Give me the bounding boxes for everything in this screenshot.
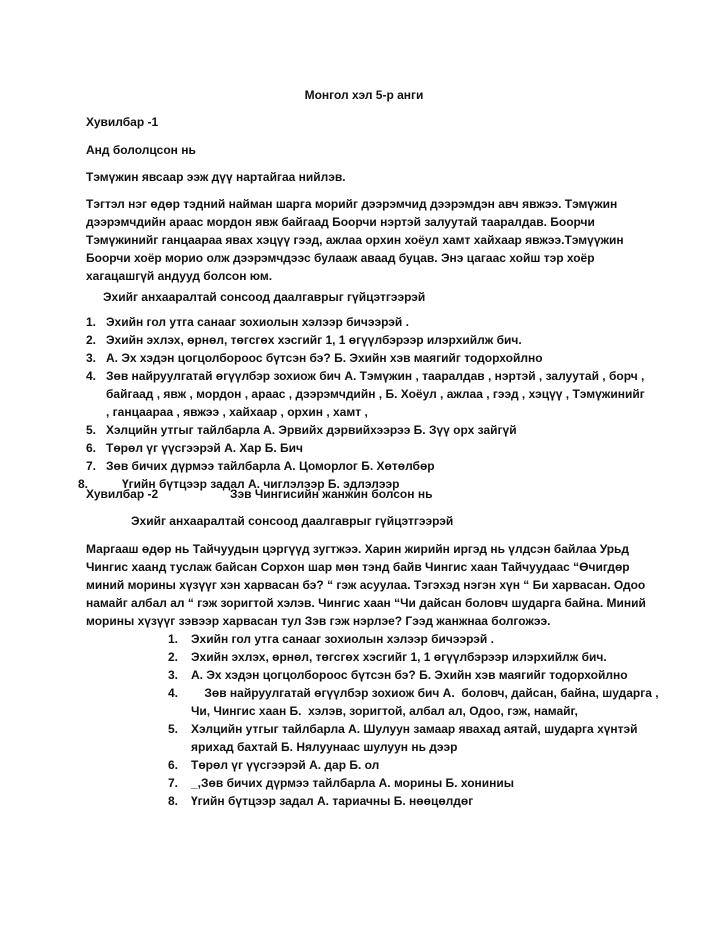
item-text: Эхийн гол утга санааг зохиолын хэлээр бичээрэй . (106, 315, 409, 329)
item-text: Эхийн эхлэх, өрнөл, төгсгөх хэсгийг 1, 1 өгүүлбэрээр илэрхийлж бич. (106, 333, 522, 347)
list-item (168, 630, 668, 648)
item-text: А. Эх хэдэн цогцолбороос бүтсэн бэ? Б. Эхийн хэв маягийг тодорхойлно (191, 668, 628, 682)
item-number: 8. (78, 477, 89, 491)
variant2-instruction: Эхийг анхааралтай сонсоод даалгаврыг гүйцэтгээрэй (131, 514, 454, 528)
variant1-task-list (78, 313, 646, 493)
variant2-heading: Хувилбар -2 (86, 487, 159, 501)
list-item (168, 666, 668, 684)
item-number: 6. (86, 441, 97, 455)
document-title: Монгол хэл 5-р анги (304, 88, 424, 102)
item-text: Хэлцийн утгыг тайлбарла А. Шулуун замаар явахад аятай, шударга хүнтэй ярихад бахтай Б. Нялуунаас шулуун нь дээр (191, 722, 638, 754)
list-item (86, 349, 646, 367)
list-item (86, 439, 646, 457)
variant2-text: Маргааш өдөр нь Тайчуудын цэргүүд зугтжээ. Харин жирийн иргэд нь үлдсэн байлаа Урьд Чингис хаанд туслаж байсан Сорхон шар мөн тэнд байв Чингис хаан Тайчуудаас “Өчигдөр миний морины хүзүүг хэн харвасан бэ? “ гэж асуулаа. Тэгэхэд нэгэн хүн “ Би харвасан. Одоо намайг албал ал “ гэж зоригтой хэлэв. Чингис хаан “Чи дайсан боловч шударга байна. Миний морины хүзүүг зэвээр харвасан тул Зэв гэж нэрлэе? Гээд жанжнаа болгожээ. (86, 542, 646, 628)
variant1-lead: Тэмүжин явсаар ээж дүү нартайгаа нийлэв. (86, 170, 346, 184)
item-text: Төрөл үг үүсгээрэй А. Хар Б. Бич (106, 441, 304, 455)
item-text: Хэлцийн утгыг тайлбарла А. Эрвийх дэрвийхээрээ Б. Зүү орх зайгүй (106, 423, 517, 437)
item-number: 4. (86, 369, 97, 383)
item-number: 5. (86, 423, 97, 437)
item-text: Эхийн эхлэх, өрнөл, төгсгөх хэсгийг 1, 1 өгүүлбэрээр илэрхийлж бич. (191, 650, 607, 664)
list-item (86, 331, 646, 349)
item-number: 3. (86, 351, 97, 365)
list-item (168, 684, 668, 720)
variant2-task-list (168, 630, 668, 810)
item-number: 8. (168, 794, 179, 808)
variant1-subheading: Анд бололцсон нь (86, 143, 196, 157)
item-text: А. Эх хэдэн цогцолбороос бүтсэн бэ? Б. Эхийн хэв маягийг тодорхойлно (106, 351, 543, 365)
list-item (168, 648, 668, 666)
item-number: 5. (168, 722, 179, 736)
item-text: Үгийн бүтцээр задал А. чиглэлээр Б. эдлэлээр (122, 477, 400, 491)
list-item (86, 457, 646, 475)
list-item (168, 774, 668, 792)
variant1-instruction: Эхийг анхааралтай сонсоод даалгаврыг гүйцэтгээрэй (103, 290, 426, 304)
item-text: Төрөл үг үүсгээрэй А. дар Б. ол (191, 758, 380, 772)
variant1-heading: Хувилбар -1 (86, 115, 159, 129)
item-number: 6. (168, 758, 179, 772)
item-text: Зөв бичих дүрмээ тайлбарла А. Цоморлог Б. Хөтөлбөр (106, 459, 435, 473)
item-number: 3. (168, 668, 179, 682)
variant1-text: Тэгтэл нэг өдөр тэдний найман шарга морийг дээрэмчид дээрэмдэн авч явжээ. Тэмүжин дээрэмчдийн араас мордон явж байгаад Боорчи нэртэй залуутай таарaлдав. Боорчи Тэмүжинийг ганцаараа явах хэцүү гээд, ажлаа орхин хоёул хамт хайхаар явжээ.Тэмүүжин Боорчи хоёр морио олж дээрэмчдээс булааж аваад буцав. Энэ цагаас хойш тэр хоёр хагацашгүй андууд болсон юм. (86, 197, 624, 283)
item-number: 7. (168, 776, 179, 790)
item-number: 2. (86, 333, 97, 347)
list-item (86, 421, 646, 439)
item-number: 2. (168, 650, 179, 664)
list-item (168, 720, 668, 756)
item-text: Үгийн бүтцээр задал А. тариачны Б. нөөцөлдөг (191, 794, 474, 808)
list-item (168, 756, 668, 774)
item-text: Зөв найруулгатай өгүүлбэр зохиож бич А. Тэмүжин , таарaлдав , нэртэй , залуутай , борч , байгаад , явж , мордон , араас , дээрэмчдийн , Б. Хоёул , ажлаа , гээд , хэцүү , Тэмүжинийг , ганцаараа , явжээ , хайхаар , орхин , хамт , (106, 369, 645, 419)
variant2-subheading: Зэв Чингисийн жанжин болсон нь (230, 487, 433, 501)
item-number: 4. (168, 686, 179, 700)
item-number: 1. (168, 632, 179, 646)
item-number: 1. (86, 315, 97, 329)
list-item (168, 792, 668, 810)
item-text: Зөв найруулгатай өгүүлбэр зохиож бич А. боловч, дайсан, байна, шударга , Чи, Чингис хаан Б. хэлэв, зоригтой, албал ал, Одоо, гэж, намайг, (191, 686, 662, 718)
item-number: 7. (86, 459, 97, 473)
item-text: _,Зөв бичих дүрмээ тайлбарла А. морины Б. хониниы (191, 776, 515, 790)
item-text: Эхийн гол утга санааг зохиолын хэлээр бичээрэй . (191, 632, 494, 646)
list-item (86, 313, 646, 331)
list-item (86, 367, 646, 421)
